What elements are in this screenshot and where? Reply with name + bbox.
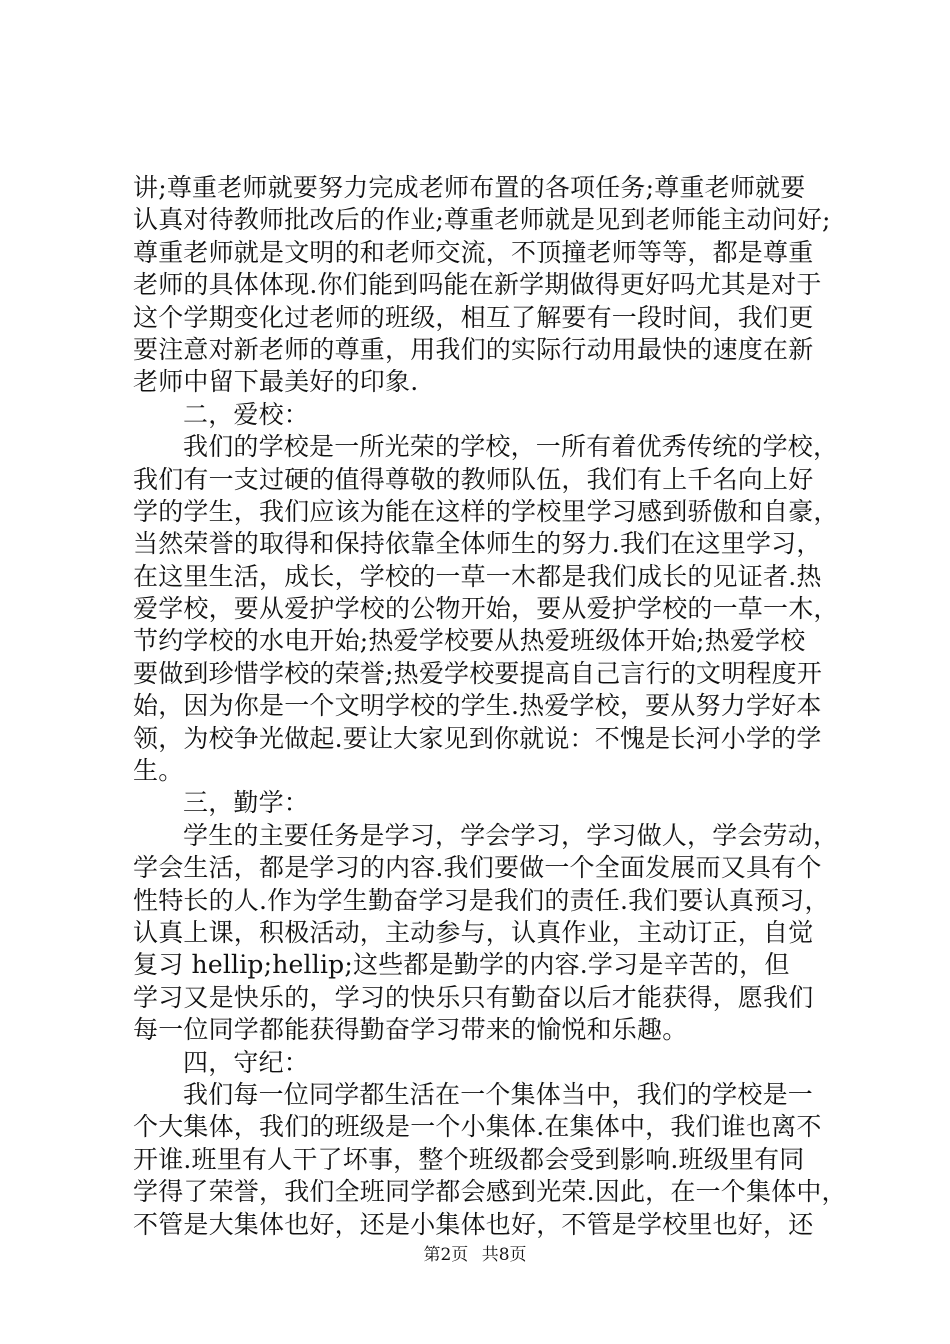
text-line: 要做到珍惜学校的荣誉;热爱学校要提高自己言行的文明程度开 bbox=[133, 658, 823, 688]
text-line: 认真对待教师批改后的作业;尊重老师就是见到老师能主动问好; bbox=[133, 205, 831, 235]
text-line: 我们有一支过硬的值得尊敬的教师队伍，我们有上千名向上好 bbox=[133, 464, 814, 494]
text-line: 老师中留下最美好的印象. bbox=[133, 367, 419, 397]
body-text bbox=[133, 172, 847, 1241]
text-line: 尊重老师就是文明的和老师交流，不顶撞老师等等，都是尊重 bbox=[133, 237, 814, 267]
text-line: 领，为校争光做起.要让大家见到你就说：不愧是长河小学的学 bbox=[133, 723, 822, 753]
text-line: 不管是大集体也好，还是小集体也好，不管是学校里也好，还 bbox=[133, 1209, 814, 1239]
text-line: 始，因为你是一个文明学校的学生.热爱学校，要从努力学好本 bbox=[133, 691, 822, 721]
text-line: 性特长的人.作为学生勤奋学习是我们的责任.我们要认真预习， bbox=[133, 885, 830, 915]
text-line: 老师的具体体现.你们能到吗能在新学期做得更好吗尤其是对于 bbox=[133, 270, 822, 300]
text-line: 开谁.班里有人干了坏事，整个班级都会受到影响.班级里有同 bbox=[133, 1144, 805, 1174]
text-line: 个大集体，我们的班级是一个小集体.在集体中，我们谁也离不 bbox=[133, 1112, 822, 1142]
section-heading: 二，爱校： bbox=[183, 399, 310, 429]
text-line: 在这里生活，成长，学校的一草一木都是我们成长的见证者.热 bbox=[133, 561, 822, 591]
text-line: 复习 hellip;hellip;这些都是勤学的内容.学习是辛苦的，但 bbox=[133, 950, 790, 980]
text-line: 当然荣誉的取得和保持依靠全体师生的努力.我们在这里学习， bbox=[133, 529, 822, 559]
text-line: 学得了荣誉，我们全班同学都会感到光荣.因此，在一个集体中， bbox=[133, 1177, 847, 1207]
text-line: 节约学校的水电开始;热爱学校要从热爱班级体开始;热爱学校 bbox=[133, 626, 806, 656]
text-line: 每一位同学都能获得勤奋学习带来的愉悦和乐趣。 bbox=[133, 1015, 688, 1045]
text-line: 讲;尊重老师就要努力完成老师布置的各项任务;尊重老师就要 bbox=[133, 173, 806, 202]
page-number: 第2页 bbox=[423, 1245, 469, 1265]
text-line: 这个学期变化过老师的班级，相互了解要有一段时间，我们更 bbox=[133, 302, 814, 332]
text-line: 我们每一位同学都生活在一个集体当中，我们的学校是一 bbox=[183, 1079, 814, 1109]
text-line: 爱学校，要从爱护学校的公物开始，要从爱护学校的一草一木， bbox=[133, 594, 839, 624]
text-line: 学会生活，都是学习的内容.我们要做一个全面发展而又具有个 bbox=[133, 853, 822, 883]
page-total: 共8页 bbox=[481, 1245, 527, 1265]
section-heading: 三，勤学： bbox=[183, 788, 310, 818]
page-footer bbox=[0, 1245, 950, 1265]
text-line: 学习又是快乐的，学习的快乐只有勤奋以后才能获得，愿我们 bbox=[133, 982, 814, 1012]
text-line: 我们的学校是一所光荣的学校，一所有着优秀传统的学校， bbox=[183, 432, 839, 462]
text-line: 认真上课，积极活动，主动参与，认真作业，主动订正，自觉 bbox=[133, 917, 814, 947]
text-line: 生。 bbox=[133, 756, 184, 786]
text-line: 学生的主要任务是学习，学会学习，学习做人，学会劳动， bbox=[183, 820, 839, 850]
text-line: 学的学生，我们应该为能在这样的学校里学习感到骄傲和自豪， bbox=[133, 496, 839, 526]
section-heading: 四，守纪： bbox=[183, 1047, 310, 1077]
text-line: 要注意对新老师的尊重，用我们的实际行动用最快的速度在新 bbox=[133, 334, 814, 364]
